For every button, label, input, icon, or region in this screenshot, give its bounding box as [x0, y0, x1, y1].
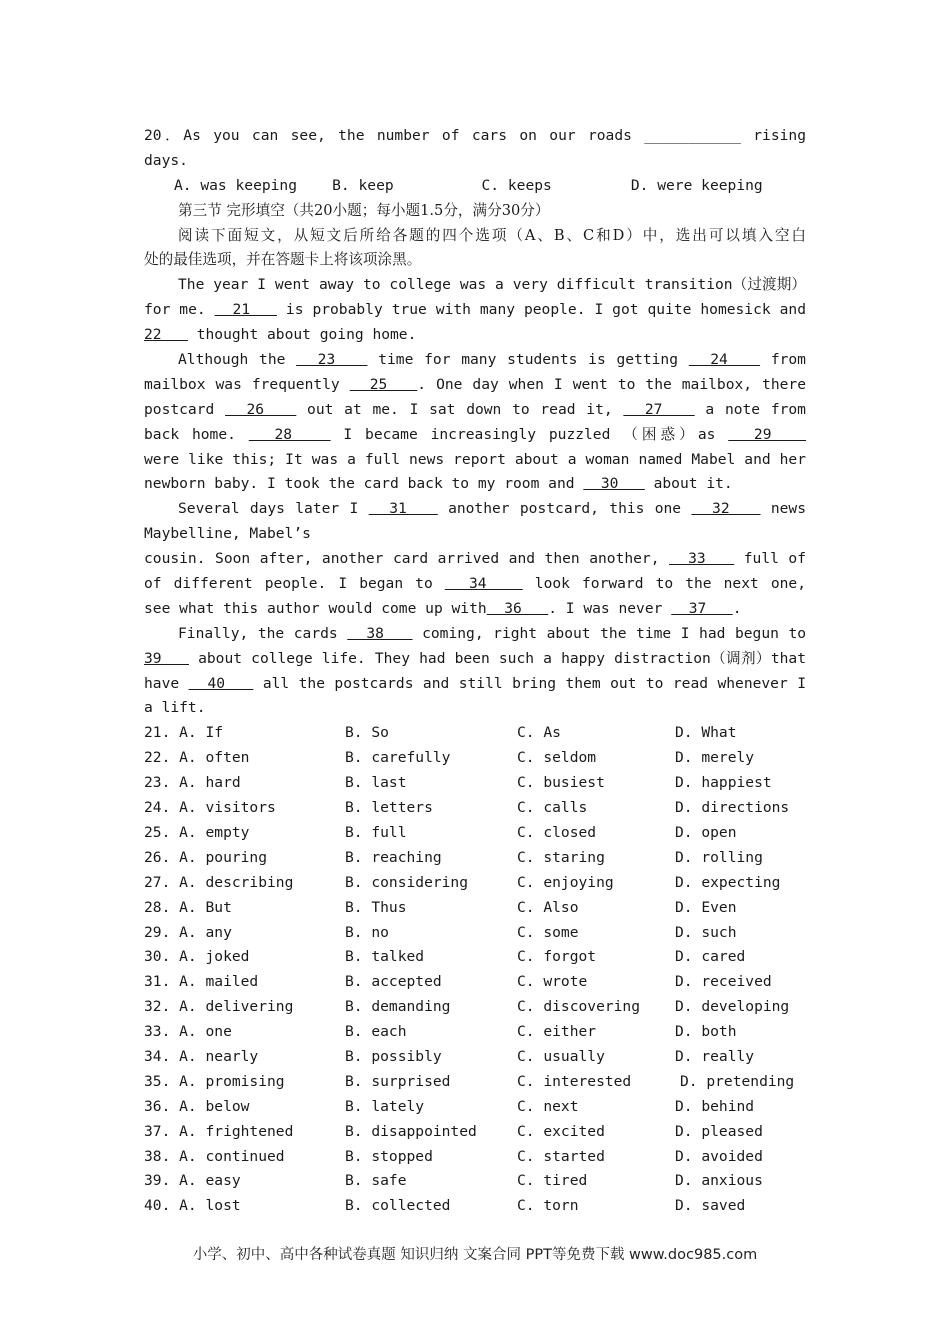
option-row: 28. A. But B. Thus C. Also D. Even: [144, 898, 737, 916]
passage-line: 39 about college life. They had been such a happy distraction（调剂）that: [144, 649, 806, 667]
option-row: 29. A. any B. no C. some D. such: [144, 923, 737, 941]
blank-33: 33: [669, 550, 735, 568]
option-row: 23. A. hard B. last C. busiest D. happiest: [144, 774, 772, 792]
option-row: 32. A. delivering B. demanding C. discovering D. developing: [144, 998, 790, 1016]
passage-line: Several days later I 31 another postcard, this one 32 news: [178, 500, 806, 518]
blank-27: 27: [623, 400, 695, 418]
blank-40: 40: [188, 674, 254, 692]
option-row: 24. A. visitors B. letters C. calls D. directions: [144, 799, 790, 817]
section-instructions-cont: 处的最佳选项，并在答题卡上将该项涂黑。: [144, 251, 422, 269]
passage-line: see what this author would come up with 36 . I was never 37 .: [144, 599, 742, 617]
blank-37: 37: [671, 599, 733, 617]
passage-line: Finally, the cards 38 coming, right about the time I had begun to: [178, 624, 806, 642]
options-list: [144, 721, 806, 1219]
option-row: 37. A. frightened B. disappointed C. excited D. pleased: [144, 1122, 763, 1140]
passage-line: of different people. I began to 34 look forward to the next one,: [144, 575, 806, 593]
blank-24: 24: [688, 351, 761, 369]
option-row: 26. A. pouring B. reaching C. staring D. rolling: [144, 848, 763, 866]
blank-26: 26: [225, 400, 297, 418]
blank-39: 39: [144, 649, 189, 667]
blank-21: 21: [214, 301, 277, 319]
question-20-stem-cont: days.: [144, 151, 188, 169]
blank-38: 38: [347, 624, 413, 642]
blank-29: 29: [728, 425, 806, 443]
option-row: 34. A. nearly B. possibly C. usually D. really: [144, 1047, 755, 1065]
passage-line: postcard 26 out at me. I sat down to read it, 27 a note from: [144, 400, 806, 418]
passage-line: Maybelline, Mabel’s: [144, 525, 311, 543]
blank-34: 34: [444, 575, 523, 593]
option-row: 25. A. empty B. full C. closed D. open: [144, 823, 737, 841]
blank-25: 25: [349, 375, 418, 393]
blank-30: 30: [583, 475, 645, 493]
option-row: 38. A. continued B. stopped C. started D. avoided: [144, 1147, 763, 1165]
passage-line: The year I went away to college was a very difficult transition（过渡期）: [178, 276, 806, 294]
question-20-options: A. was keeping B. keep C. keeps D. were keeping: [174, 176, 763, 194]
passage-line: a lift.: [144, 699, 206, 717]
passage-line: cousin. Soon after, another card arrived and then another, 33 full of: [144, 550, 806, 568]
option-row: 30. A. joked B. talked C. forgot D. cared: [144, 948, 746, 966]
passage-line: back home. 28 I became increasingly puzzled （困惑）as 29: [144, 425, 806, 443]
blank-23: 23: [296, 351, 368, 369]
exam-page: [144, 124, 806, 1219]
option-row: 35. A. promising B. surprised C. interested D. pretending: [144, 1072, 795, 1090]
blank-28: 28: [248, 425, 331, 443]
option-row: 22. A. often B. carefully C. seldom D. merely: [144, 749, 755, 767]
option-row: 27. A. describing B. considering C. enjoying D. expecting: [144, 873, 781, 891]
option-row: 31. A. mailed B. accepted C. wrote D. received: [144, 973, 772, 991]
passage-line: newborn baby. I took the card back to my room and 30 about it.: [144, 475, 733, 493]
option-row: 40. A. lost B. collected C. torn D. saved: [144, 1197, 746, 1215]
option-row: 36. A. below B. lately C. next D. behind: [144, 1097, 755, 1115]
page-footer: 小学、初中、高中各种试卷真题 知识归纳 文案合同 PPT等免费下载 www.doc985.com: [192, 1247, 758, 1263]
section-instructions: 阅读下面短文，从短文后所给各题的四个选项（A、B、C和D）中，选出可以填入空白: [178, 226, 806, 244]
blank-36: 36: [486, 599, 549, 617]
passage-line: Although the 23 time for many students is getting 24 from: [178, 351, 806, 369]
blank-22: 22: [144, 326, 188, 344]
passage-line: have 40 all the postcards and still bring them out to read whenever I: [144, 674, 806, 692]
option-row: 33. A. one B. each C. either D. both: [144, 1023, 737, 1041]
blank-32: 32: [691, 500, 761, 518]
passage-line: mailbox was frequently 25 . One day when I went to the mailbox, there: [144, 375, 806, 393]
blank-31: 31: [368, 500, 438, 518]
passage-line: 22 thought about going home.: [144, 326, 417, 344]
option-row: 21. A. If B. So C. As D. What: [144, 724, 737, 742]
option-row: 39. A. easy B. safe C. tired D. anxious: [144, 1172, 763, 1190]
passage-line: for me. 21 is probably true with many people. I got quite homesick and: [144, 301, 806, 319]
question-20-stem: 20．As you can see, the number of cars on our roads ___________ rising: [144, 127, 806, 144]
section-title: 第三节 完形填空（共20小题；每小题1.5分，满分30分）: [178, 201, 550, 219]
passage-line: were like this; It was a full news report about a woman named Mabel and her: [144, 450, 806, 468]
